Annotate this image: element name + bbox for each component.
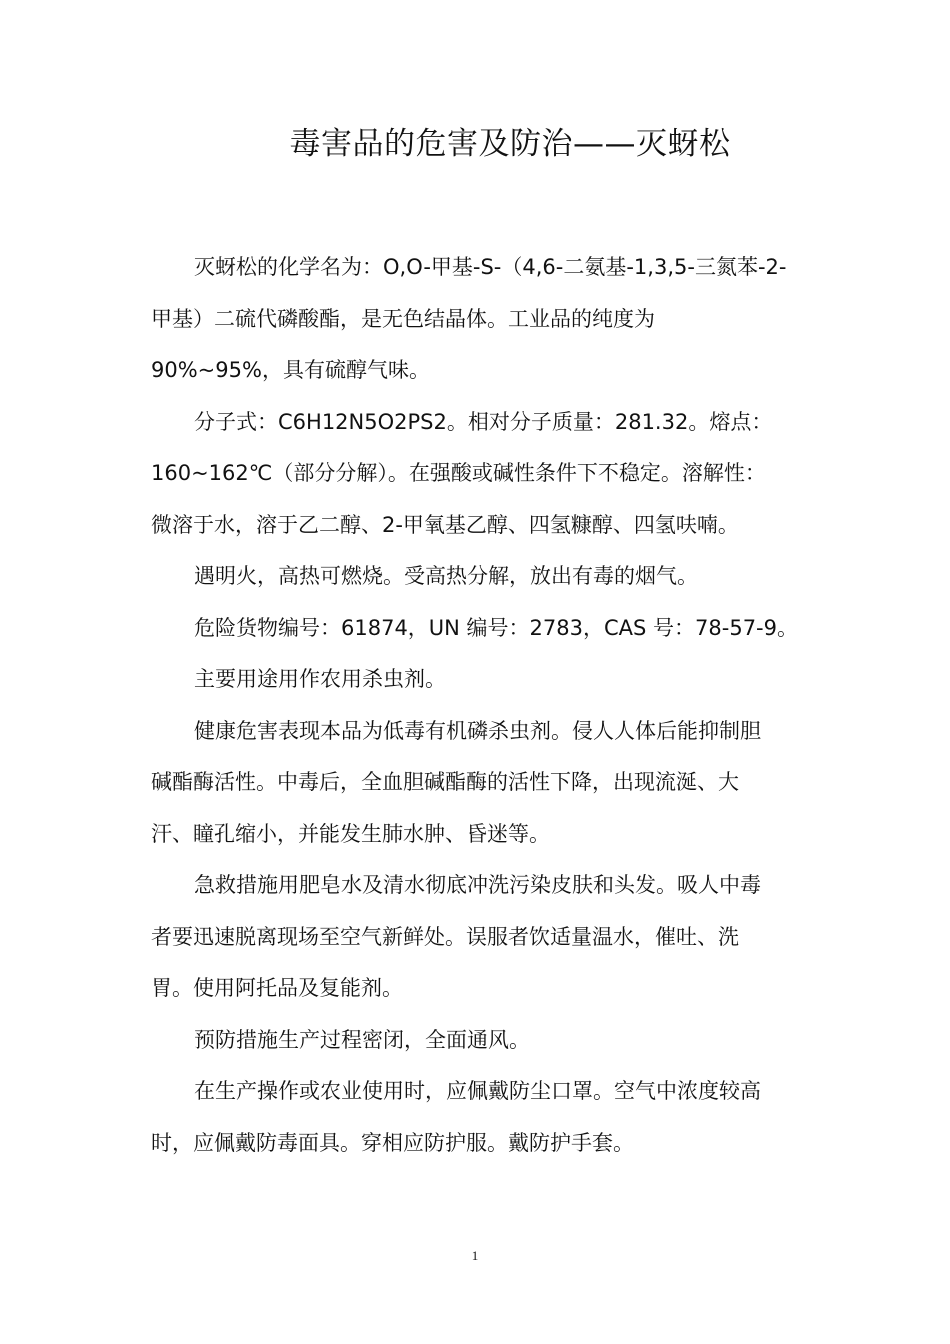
- paragraph-first-aid: [151, 860, 801, 1015]
- paragraph-molecular-formula: [151, 397, 801, 552]
- paragraph-health-hazard: [151, 706, 801, 861]
- paragraph-line: 预防措施生产过程密闭，全面通风。: [194, 1027, 530, 1052]
- paragraph-prevention: [151, 1015, 801, 1067]
- paragraph-line: 碱酯酶活性。中毒后，全血胆碱酯酶的活性下降，出现流涎、大: [151, 770, 739, 794]
- paragraph-line: 时，应佩戴防毒面具。穿相应防护服。戴防护手套。: [151, 1130, 634, 1155]
- paragraph-line: 者要迅速脱离现场至空气新鲜处。误服者饮适量温水，催吐、洗: [151, 924, 739, 949]
- paragraph-line: 在生产操作或农业使用时，应佩戴防尘口罩。空气中浓度较高: [194, 1079, 761, 1103]
- paragraph-line: 胃。使用阿托品及复能剂。: [151, 976, 403, 1000]
- paragraph-line: 危险货物编号：61874，UN 编号：2783，CAS 号：78-57-9。: [194, 615, 798, 640]
- paragraph-line: 甲基）二硫代磷酸酯，是无色结晶体。工业品的纯度为: [151, 306, 655, 331]
- paragraph-line: 主要用途用作农用杀虫剂。: [194, 667, 446, 691]
- paragraph-flammability: [151, 551, 801, 603]
- paragraph-line: 分子式：C6H12N5O2PS2。相对分子质量：281.32。熔点：: [194, 409, 773, 434]
- paragraph-line: 90%~95%，具有硫醇气味。: [151, 358, 430, 382]
- paragraph-usage: [151, 654, 801, 706]
- paragraph-line: 健康危害表现本品为低毒有机磷杀虫剂。侵人人体后能抑制胆: [194, 718, 761, 743]
- paragraph-line: 160~162℃（部分分解）。在强酸或碱性条件下不稳定。溶解性：: [151, 461, 766, 485]
- paragraph-line: 灭蚜松的化学名为：O,O-甲基-S-（4,6-二氨基-1,3,5-三氮苯-2-: [194, 255, 787, 279]
- paragraph-line: 急救措施用肥皂水及清水彻底冲洗污染皮肤和头发。吸人中毒: [194, 873, 761, 897]
- paragraph-line: 汗、瞳孔缩小，并能发生肺水肿、昏迷等。: [151, 821, 550, 846]
- paragraph-protective-equipment: [151, 1066, 801, 1169]
- paragraph-identifiers: [151, 603, 801, 655]
- paragraph-chemical-name: [151, 242, 801, 397]
- paragraph-line: 遇明火，高热可燃烧。受高热分解，放出有毒的烟气。: [194, 564, 698, 588]
- page-number: 1: [471, 1248, 479, 1263]
- document-body: [151, 242, 801, 1169]
- document-title: 毒害品的危害及防治——灭蚜松: [289, 126, 731, 162]
- paragraph-line: 微溶于水，溶于乙二醇、2-甲氧基乙醇、四氢糠醇、四氢呋喃。: [151, 512, 739, 537]
